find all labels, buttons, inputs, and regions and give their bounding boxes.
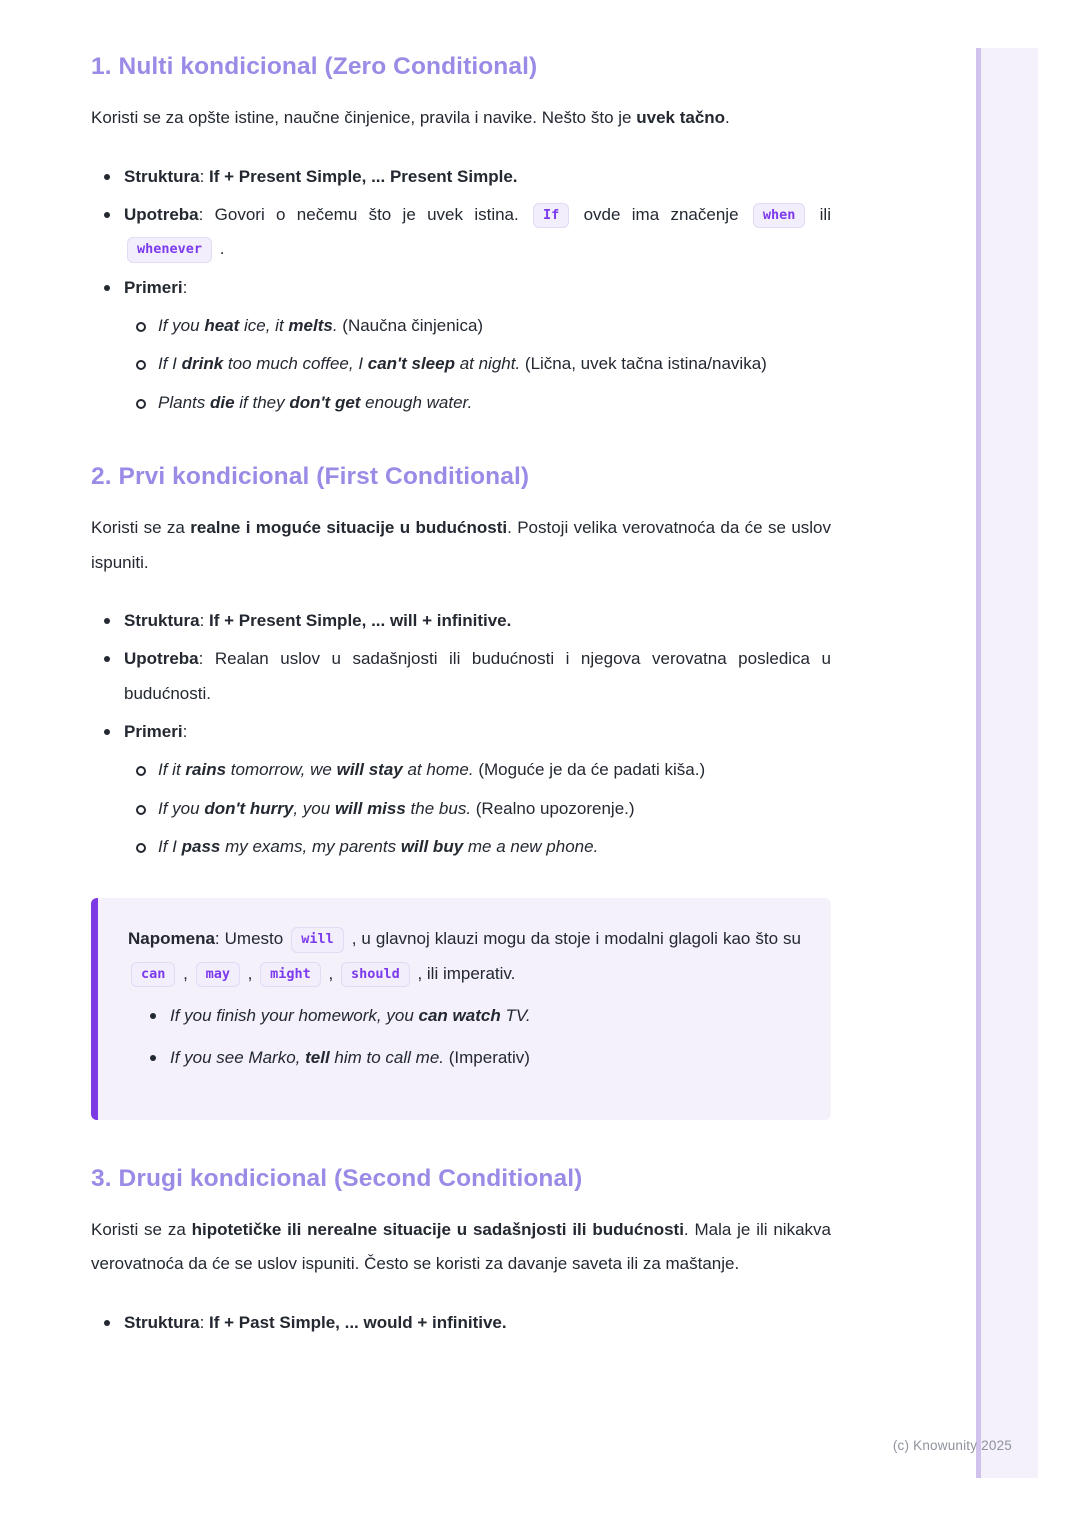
code-badge: when [753, 203, 806, 228]
text-run: hipotetičke ili nerealne situacije u sadašnjosti ili budućnosti [191, 1220, 684, 1240]
text-run: If + Present Simple, ... Present Simple. [209, 166, 518, 186]
list-item [170, 999, 801, 1033]
section-heading: 1. Nulti kondicional (Zero Conditional) [91, 53, 538, 80]
code-badge: can [131, 962, 175, 987]
bullet-list [91, 604, 831, 864]
text-run: at night. [454, 354, 525, 374]
text-run: will buy [400, 837, 464, 857]
text-run: uvek tačno [636, 108, 726, 128]
text-run: , [242, 963, 258, 983]
text-run: don't hurry [204, 798, 294, 818]
example-list [124, 309, 831, 420]
text-run: , ili imperativ. [412, 963, 516, 983]
text-run: (Imperativ) [448, 1048, 530, 1068]
text-run: : [182, 277, 188, 297]
text-run: If you finish your homework, you [170, 1006, 419, 1026]
list-item [158, 347, 831, 381]
example-list [124, 753, 831, 864]
text-run: : Realan uslov u sadašnjosti ili budućnosti i njegova verovatna posledica u budućnosti. [124, 649, 831, 703]
text-run: me a new phone. [463, 837, 599, 857]
text-run: If you [158, 316, 205, 336]
code-badge: whenever [127, 237, 212, 262]
text-run: will miss [334, 798, 406, 818]
text-run: ice, it [239, 316, 289, 336]
note-example-list [128, 999, 801, 1076]
text-run: If you [158, 798, 205, 818]
section-heading: 3. Drugi kondicional (Second Conditional) [91, 1164, 583, 1192]
text-run: Plants [158, 392, 210, 412]
bullet-list [91, 160, 831, 420]
text-run: rains [185, 760, 227, 780]
list-item [124, 642, 831, 711]
bullet-list [91, 1306, 831, 1340]
text-run: the bus. [405, 798, 476, 818]
text-run: If you see Marko, [170, 1048, 306, 1068]
text-run: will stay [336, 760, 403, 780]
text-run: . Mala je ili nikakva verovatnoća da će se uslov ispuniti. Često se koristi za davanje saveta ili za maštanje. [91, 1220, 831, 1274]
text-run: ovde ima značenje [572, 205, 750, 225]
text-run: can't sleep [367, 354, 455, 374]
note-paragraph [128, 922, 801, 991]
text-run: him to call me. [329, 1048, 449, 1068]
list-item [158, 386, 831, 420]
code-badge: will [291, 927, 344, 952]
text-run: Upotreba [124, 649, 199, 669]
list-item [158, 830, 831, 864]
text-run: realne i moguće situacije u budućnosti [190, 518, 508, 538]
text-run: : Umesto [214, 929, 289, 949]
text-run: if they [234, 392, 290, 412]
text-run: : Govori o nečemu što je uvek istina. [198, 205, 531, 225]
text-run: , [323, 963, 338, 983]
text-run: . [725, 108, 730, 128]
code-badge: may [196, 962, 240, 987]
paragraph [91, 1213, 831, 1282]
list-item [124, 1306, 831, 1340]
text-run: Koristi se za opšte istine, naučne činjenice, pravila i navike. Nešto što je [91, 108, 637, 128]
text-run: tomorrow, we [226, 760, 337, 780]
text-run: If I [158, 837, 182, 857]
text-run: (Lična, uvek tačna istina/navika) [524, 354, 767, 374]
text-run: , you [293, 798, 335, 818]
text-run: at home. [402, 760, 479, 780]
text-run: : [199, 166, 210, 186]
text-run: . Postoji velika verovatnoća da će se uslov ispuniti. [91, 518, 832, 572]
text-run: : [182, 722, 188, 742]
list-item [158, 309, 831, 343]
text-run: enough water. [360, 392, 473, 412]
text-run: (Realno upozorenje.) [475, 798, 635, 818]
text-run: Koristi se za [91, 518, 191, 538]
text-run: Napomena [128, 929, 215, 949]
code-badge: might [260, 962, 321, 987]
text-run: don't get [289, 392, 361, 412]
text-run: tell [305, 1048, 330, 1068]
text-run: melts [288, 316, 333, 336]
watermark: (c) Knowunity 2025 [892, 1438, 1012, 1453]
text-run: . [332, 316, 343, 336]
text-run: : [199, 611, 210, 631]
code-badge: should [341, 962, 410, 987]
text-run: too much coffee, I [223, 354, 368, 374]
text-run: Primeri [124, 277, 183, 297]
text-run: Primeri [124, 722, 183, 742]
list-item [124, 271, 831, 420]
text-run: Struktura [124, 166, 200, 186]
list-item [170, 1041, 801, 1075]
paragraph [91, 511, 831, 580]
text-run: my exams, my parents [220, 837, 401, 857]
list-item [124, 198, 831, 267]
text-run: Struktura [124, 611, 200, 631]
text-run: Upotreba [124, 205, 199, 225]
text-run: If + Present Simple, ... will + infinitive. [209, 611, 512, 631]
text-run: TV. [500, 1006, 531, 1026]
text-run: : [199, 1312, 210, 1332]
text-run: Koristi se za [91, 1220, 192, 1240]
text-run: , [178, 963, 193, 983]
text-run: Struktura [124, 1312, 200, 1332]
text-run: pass [181, 837, 221, 857]
paragraph [91, 101, 831, 135]
list-item [158, 753, 831, 787]
list-item [158, 792, 831, 826]
text-run: ili [808, 205, 831, 225]
section-heading: 2. Prvi kondicional (First Conditional) [91, 463, 530, 491]
right-margin-strip [976, 48, 1038, 1478]
text-run: die [209, 392, 235, 412]
text-run: (Naučna činjenica) [342, 316, 484, 336]
text-run: can watch [418, 1006, 501, 1026]
text-run: If it [158, 760, 186, 780]
text-run: drink [181, 354, 224, 374]
text-run: . [215, 239, 225, 259]
text-run: If + Past Simple, ... would + infinitive. [209, 1312, 507, 1332]
text-run: heat [204, 316, 240, 336]
notes-content [91, 52, 831, 1374]
list-item [124, 715, 831, 864]
list-item [124, 160, 831, 194]
note-box [91, 898, 831, 1119]
code-badge: If [533, 203, 569, 228]
text-run: , u glavnoj klauzi mogu da stoje i modalni glagoli kao što su [346, 929, 801, 949]
list-item [124, 604, 831, 638]
text-run: (Moguće je da će padati kiša.) [478, 760, 706, 780]
text-run: If I [158, 354, 182, 374]
